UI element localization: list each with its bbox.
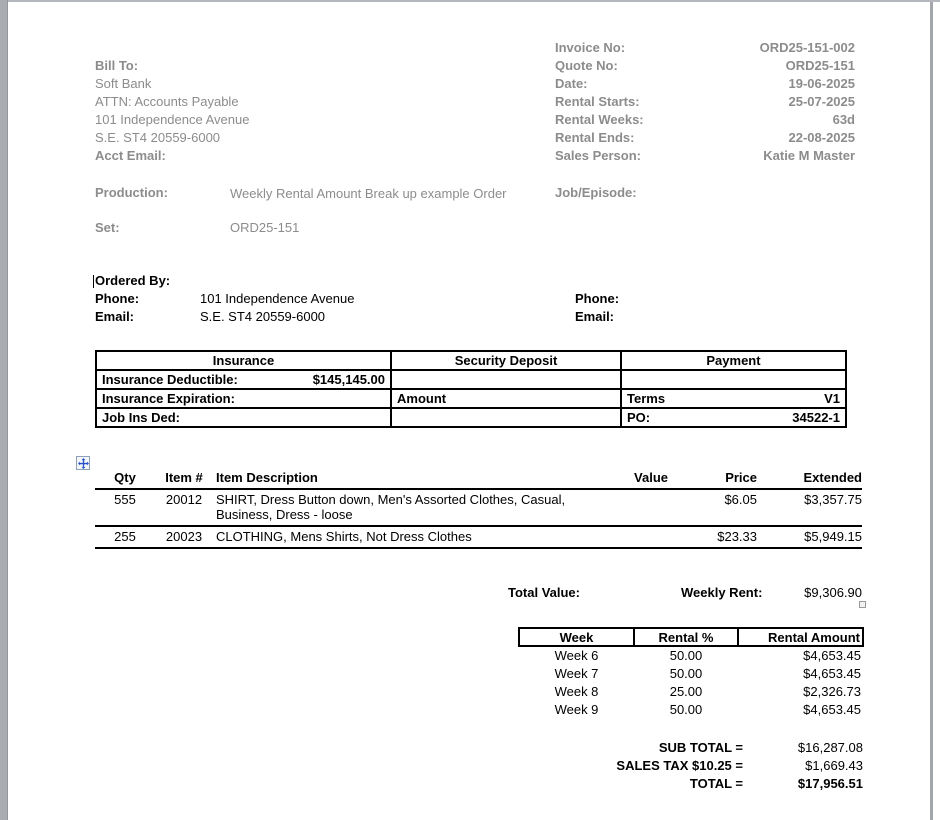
subtotal-label: SUB TOTAL =	[658, 740, 743, 755]
quote-no-label: Quote No:	[555, 58, 618, 73]
amount-label: Amount	[397, 391, 447, 406]
qty-cell: 255	[95, 526, 155, 548]
rental-amount-cell: $4,653.45	[803, 701, 861, 717]
invoice-info-block	[555, 39, 855, 165]
email-value: S.E. ST4 20559-6000	[200, 309, 326, 324]
rental-amount-cell: $2,326.73	[803, 683, 861, 699]
price-header: Price	[668, 469, 757, 489]
week-header-row	[519, 628, 863, 646]
subtotal-row	[500, 740, 863, 758]
sales-tax-value: $1,669.43	[805, 758, 863, 773]
rental-pct-cell: 50.00	[669, 648, 703, 663]
extended-cell: $5,949.15	[757, 526, 862, 548]
item-description-cell: CLOTHING, Mens Shirts, Not Dress Clothes	[213, 526, 603, 548]
insurance-header-row	[96, 351, 846, 370]
production-label: Production:	[95, 185, 168, 200]
rental-weeks-value: 63d	[832, 112, 855, 127]
sales-tax-label: SALES TAX $10.25 =	[616, 758, 743, 773]
rental-pct-cell: 25.00	[669, 683, 703, 699]
insurance-deductible-value: $145,145.00	[312, 372, 385, 387]
insurance-row	[96, 389, 846, 408]
terms-value: V1	[824, 391, 840, 406]
invoice-info-row	[555, 111, 855, 129]
extended-header: Extended	[757, 469, 862, 489]
payment-header: Payment	[621, 351, 846, 370]
rental-starts-value: 25-07-2025	[788, 94, 855, 109]
insurance-deductible-label: Insurance Deductible:	[102, 372, 238, 387]
sales-tax-row	[500, 758, 863, 776]
rental-amount-cell: $4,653.45	[803, 665, 861, 681]
item-description-header: Item Description	[213, 469, 603, 489]
set-label: Set:	[95, 220, 120, 235]
page-edge-right	[930, 2, 933, 820]
production-value: Weekly Rental Amount Break up example Order	[230, 186, 507, 201]
phone2-label: Phone:	[575, 291, 620, 306]
extended-cell: $3,357.75	[757, 489, 862, 526]
total-value-label: Total Value:	[508, 585, 580, 600]
invoice-info-row	[555, 129, 855, 147]
text-caret	[93, 275, 94, 288]
sales-person-label: Sales Person:	[555, 148, 641, 163]
page-edge-left	[0, 0, 8, 820]
item-number-cell: 20023	[155, 526, 213, 548]
total-value: $17,956.51	[797, 776, 863, 791]
four-arrow-move-icon	[78, 458, 89, 469]
bill-to-block	[95, 57, 249, 165]
weekly-rent-label: Weekly Rent:	[681, 585, 763, 600]
phone-label: Phone:	[95, 291, 140, 306]
qty-header: Qty	[95, 469, 155, 489]
rental-amount-header: Rental Amount	[738, 628, 863, 646]
week-breakdown-table	[518, 627, 864, 718]
invoice-no-label: Invoice No:	[555, 40, 626, 55]
rental-pct-cell: 50.00	[669, 665, 703, 681]
rental-pct-cell: 50.00	[669, 701, 703, 717]
acct-email-label: Acct Email:	[95, 148, 166, 163]
items-header-row	[95, 469, 862, 489]
value-cell	[603, 489, 668, 526]
job-episode-label: Job/Episode:	[555, 185, 637, 200]
bill-to-address2: S.E. ST4 20559-6000	[95, 130, 221, 145]
rental-ends-value: 22-08-2025	[788, 130, 855, 145]
po-label: PO:	[627, 410, 651, 425]
security-deposit-header: Security Deposit	[391, 351, 621, 370]
week-row	[519, 664, 863, 682]
rental-weeks-label: Rental Weeks:	[555, 112, 644, 127]
week-row	[519, 682, 863, 700]
week-cell: Week 7	[554, 665, 599, 681]
invoice-info-row	[555, 57, 855, 75]
invoice-info-row	[555, 93, 855, 111]
bill-to-address1: 101 Independence Avenue	[95, 112, 250, 127]
weekly-rent-value: $9,306.90	[804, 585, 862, 600]
set-value: ORD25-151	[230, 220, 300, 235]
value-cell	[603, 526, 668, 548]
terms-label: Terms	[627, 391, 666, 406]
email2-label: Email:	[575, 309, 615, 324]
invoice-no-value: ORD25-151-002	[759, 40, 855, 55]
invoice-info-row	[555, 75, 855, 93]
price-cell: $6.05	[668, 489, 757, 526]
items-table	[95, 469, 862, 549]
email-label: Email:	[95, 309, 135, 324]
bill-to-attn: ATTN: Accounts Payable	[95, 94, 239, 109]
insurance-row	[96, 370, 846, 389]
insurance-header: Insurance	[96, 351, 391, 370]
po-value: 34522-1	[792, 410, 840, 425]
date-label: Date:	[555, 76, 588, 91]
bill-to-label: Bill To:	[95, 58, 139, 73]
sales-person-value: Katie M Master	[763, 148, 855, 163]
table-move-handle[interactable]	[76, 456, 90, 470]
week-header: Week	[519, 628, 634, 646]
subtotal-value: $16,287.08	[797, 740, 863, 755]
insurance-row	[96, 408, 846, 427]
item-row	[95, 526, 862, 548]
rental-pct-header: Rental %	[634, 628, 738, 646]
qty-cell: 555	[95, 489, 155, 526]
item-number-cell: 20012	[155, 489, 213, 526]
date-value: 19-06-2025	[788, 76, 855, 91]
bill-to-company: Soft Bank	[95, 76, 152, 91]
price-cell: $23.33	[668, 526, 757, 548]
item-number-header: Item #	[155, 469, 213, 489]
quote-no-value: ORD25-151	[785, 58, 855, 73]
week-cell: Week 9	[554, 701, 599, 717]
phone-value: 101 Independence Avenue	[200, 291, 355, 306]
rental-amount-cell: $4,653.45	[803, 648, 861, 663]
rental-ends-label: Rental Ends:	[555, 130, 635, 145]
invoice-info-row	[555, 147, 855, 165]
week-row	[519, 646, 863, 664]
rental-starts-label: Rental Starts:	[555, 94, 640, 109]
page-edge-top	[0, 0, 940, 2]
resize-handle-square[interactable]	[859, 601, 866, 608]
item-description-cell: SHIRT, Dress Button down, Men's Assorted Clothes, Casual, Business, Dress - loose	[213, 489, 603, 526]
week-cell: Week 8	[554, 683, 599, 699]
week-cell: Week 6	[554, 648, 599, 663]
value-header: Value	[603, 469, 668, 489]
invoice-info-row	[555, 39, 855, 57]
total-row	[500, 776, 863, 794]
week-row	[519, 700, 863, 718]
insurance-table	[95, 350, 847, 428]
total-label: TOTAL =	[689, 776, 743, 791]
insurance-expiration-label: Insurance Expiration:	[102, 391, 235, 406]
job-ins-ded-label: Job Ins Ded:	[102, 410, 181, 425]
item-row	[95, 489, 862, 526]
ordered-by-label: Ordered By:	[95, 273, 171, 288]
